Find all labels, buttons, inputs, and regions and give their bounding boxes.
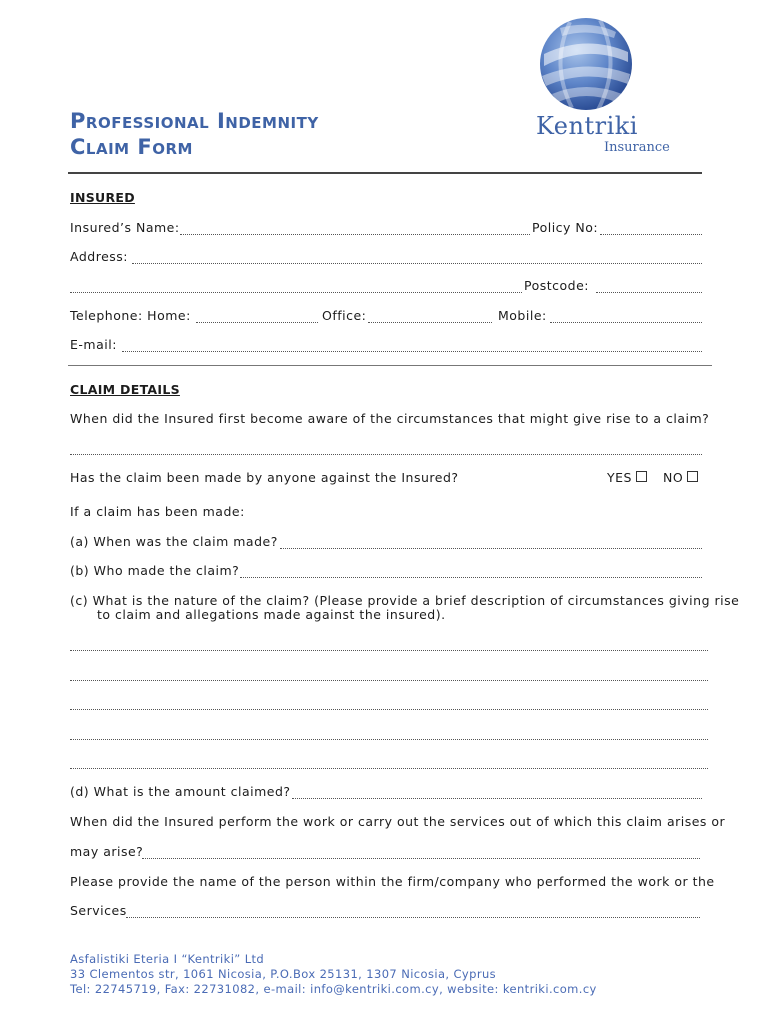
header-divider: [68, 172, 702, 174]
form-title: [70, 108, 319, 160]
footer-company: Asfalistiki Eteria I “Kentriki” Ltd: [70, 952, 265, 966]
question-claim-made: Has the claim been made by anyone against the Insured?: [70, 470, 459, 485]
office-label: Office:: [322, 308, 367, 323]
question-b: (b) Who made the claim?: [70, 563, 240, 578]
kentriki-logo: [530, 14, 702, 162]
logo-subtext: Insurance: [604, 140, 670, 155]
insured-name-label: Insured’s Name:: [70, 220, 180, 235]
postcode-label: Postcode:: [524, 278, 590, 293]
email-label: E-mail:: [70, 337, 117, 352]
if-claim-made-text: If a claim has been made:: [70, 504, 245, 519]
question-person-line1: Please provide the name of the person within the firm/company who performed the work or the: [70, 874, 715, 889]
office-field[interactable]: [368, 322, 492, 323]
no-checkbox[interactable]: [687, 471, 698, 482]
email-field[interactable]: [122, 351, 702, 352]
address-field-2[interactable]: [70, 292, 522, 293]
title-line-1: Professional Indemnity: [70, 109, 319, 133]
telephone-home-field[interactable]: [196, 322, 318, 323]
no-label: NO: [663, 470, 684, 485]
no-option[interactable]: [663, 470, 698, 485]
address-label: Address:: [70, 249, 128, 264]
footer-contact: Tel: 22745719, Fax: 22731082, e-mail: info@kentriki.com.cy, website: kentriki.com.cy: [70, 982, 597, 996]
section-divider: [68, 365, 712, 366]
question-d: (d) What is the amount claimed?: [70, 784, 291, 799]
postcode-field[interactable]: [596, 292, 702, 293]
mobile-field[interactable]: [550, 322, 702, 323]
question-c-line2: to claim and allegations made against the insured).: [97, 607, 446, 622]
answer-c-field-1[interactable]: [70, 650, 708, 651]
title-line-2: Claim Form: [70, 135, 193, 159]
claim-section-title: CLAIM DETAILS: [70, 382, 180, 397]
question-work-line1: When did the Insured perform the work or carry out the services out of which this claim arises or: [70, 814, 726, 829]
policy-no-label: Policy No:: [532, 220, 599, 235]
answer-d-field[interactable]: [292, 798, 702, 799]
question-c-line1: (c) What is the nature of the claim? (Please provide a brief description of circumstances giving rise: [70, 593, 740, 608]
telephone-home-label: Telephone: Home:: [70, 308, 191, 323]
address-field-1[interactable]: [132, 263, 702, 264]
answer-c-field-3[interactable]: [70, 709, 708, 710]
question-work-line2: may arise?: [70, 844, 144, 859]
answer-c-field-2[interactable]: [70, 680, 708, 681]
answer-a-field[interactable]: [280, 548, 702, 549]
yes-label: YES: [607, 470, 632, 485]
logo-text: Kentriki: [536, 112, 638, 140]
policy-no-field[interactable]: [600, 234, 702, 235]
footer-address: 33 Clementos str, 1061 Nicosia, P.O.Box 25131, 1307 Nicosia, Cyprus: [70, 967, 497, 981]
answer-work-field[interactable]: [142, 858, 700, 859]
answer-c-field-5[interactable]: [70, 768, 708, 769]
footer: [70, 952, 597, 997]
answer-b-field[interactable]: [240, 577, 702, 578]
yes-option[interactable]: [607, 470, 647, 485]
answer-c-field-4[interactable]: [70, 739, 708, 740]
insured-section-title: INSURED: [70, 190, 135, 205]
insured-name-field[interactable]: [180, 234, 530, 235]
question-aware: When did the Insured first become aware of the circumstances that might give rise to a claim?: [70, 411, 710, 426]
mobile-label: Mobile:: [498, 308, 547, 323]
question-person-line2: Services: [70, 903, 127, 918]
question-a: (a) When was the claim made?: [70, 534, 278, 549]
answer-aware-field[interactable]: [70, 454, 702, 455]
yes-checkbox[interactable]: [636, 471, 647, 482]
answer-person-field[interactable]: [126, 917, 700, 918]
